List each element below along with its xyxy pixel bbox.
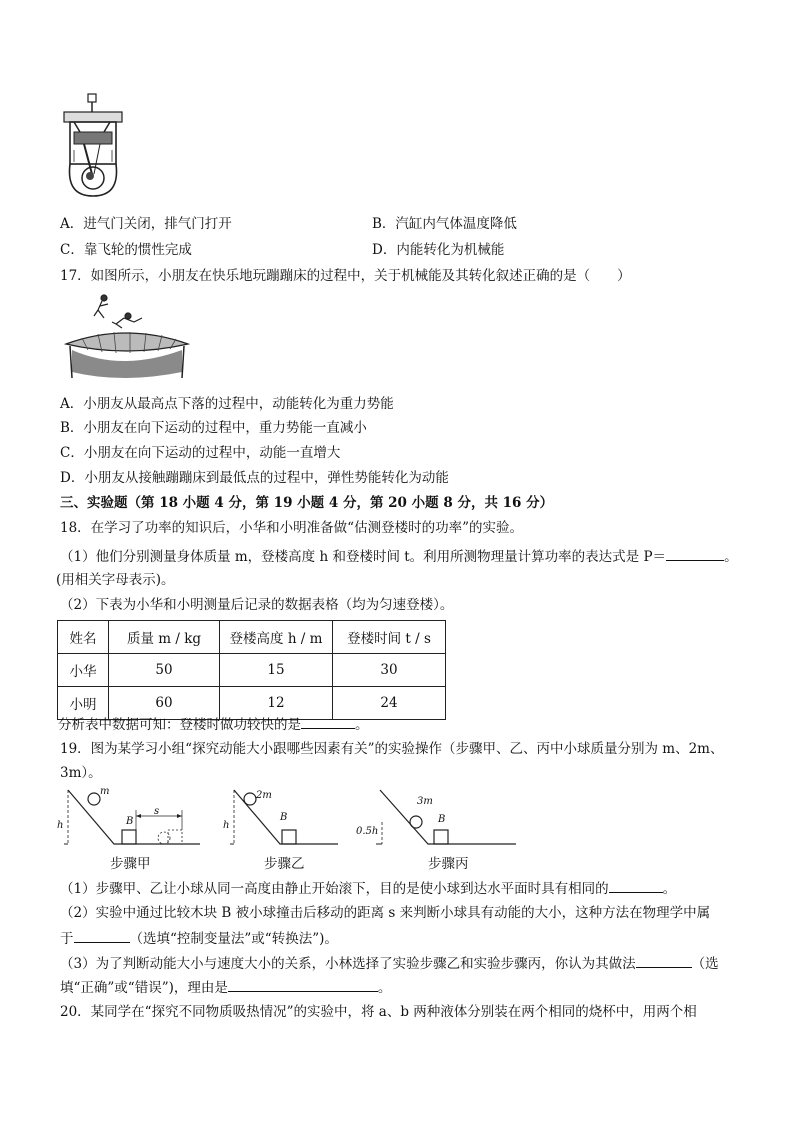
q19-part3-line1 (60, 953, 719, 974)
q18-part1-end: 。 (724, 549, 738, 565)
q19-part2-line2 (60, 928, 338, 949)
mass-label: m (100, 786, 110, 797)
q16-option-c: C．靠飞轮的惯性完成 (60, 242, 192, 258)
table-header: 质量 m / kg (109, 621, 220, 654)
table-header: 姓名 (58, 621, 109, 654)
q19-part1 (60, 878, 676, 899)
q17-option-b: B．小朋友在向下运动的过程中，重力势能一直减小 (60, 420, 367, 436)
answer-blank[interactable] (636, 953, 692, 968)
caption-jia: 步骤甲 (110, 856, 151, 872)
table-cell: 30 (333, 654, 446, 687)
q19-part2-post: （选填“控制变量法”或“转换法”)。 (129, 931, 338, 947)
table-cell: 50 (109, 654, 220, 687)
section-title: 三、实验题（第 18 小题 4 分，第 19 小题 4 分，第 20 小题 8 分，共 16 分） (60, 495, 554, 511)
table-cell: 24 (333, 687, 446, 720)
mass-label: 3m (417, 796, 433, 807)
q18-part1 (60, 546, 738, 567)
table-cell: 小明 (58, 687, 109, 720)
height-label: h (223, 820, 230, 831)
experiment-figure-jia (64, 786, 204, 848)
q19-part3-pre: （3）为了判断动能大小与速度大小的关系，小林选择了实验步骤乙和实验步骤丙，你认为其做法 (60, 956, 636, 972)
height-label: h (57, 820, 64, 831)
table-cell: 15 (220, 654, 333, 687)
q19-part2-line1: （2）实验中通过比较木块 B 被小球撞击后移动的距离 s 来判断小球具有动能的大小，这种方法在物理学中属 (60, 905, 711, 921)
q19-part3-line2-end: 。 (377, 980, 392, 996)
trampoline-illustration (62, 292, 192, 384)
q16-option-d: D．内能转化为机械能 (372, 242, 505, 258)
table-header: 登楼时间 t / s (333, 621, 446, 654)
answer-blank[interactable] (301, 714, 355, 729)
q19-stem-line2: 3m）。 (60, 765, 102, 781)
caption-bing: 步骤丙 (428, 856, 469, 872)
q16-option-b: B．汽缸内气体温度降低 (372, 216, 517, 232)
q18-analysis-end: 。 (355, 717, 369, 733)
table-header: 登楼高度 h / m (220, 621, 333, 654)
q17-option-a: A．小朋友从最高点下落的过程中，动能转化为重力势能 (60, 396, 394, 412)
answer-blank[interactable] (609, 878, 663, 893)
mass-label: 2m (256, 790, 272, 801)
block-label: B (438, 814, 446, 825)
engine-diagram (60, 92, 126, 200)
answer-blank[interactable] (228, 977, 378, 992)
q19-stem-line1: 19．图为某学习小组“探究动能大小跟哪些因素有关”的实验操作（步骤甲、乙、丙中小球质量分别为 m、2m、 (60, 741, 724, 757)
data-table (57, 620, 446, 720)
q20-stem: 20．某同学在“探究不同物质吸热情况”的实验中，将 a、b 两种液体分别装在两个相同的烧杯中，用两个相 (60, 1004, 697, 1020)
q19-part3-line2-pre: 填“正确”或“错误”)，理由是 (60, 980, 228, 996)
table-cell: 12 (220, 687, 333, 720)
q19-part1-end: 。 (662, 881, 677, 897)
caption-yi: 步骤乙 (264, 856, 305, 872)
distance-label: s (154, 806, 160, 817)
answer-blank[interactable] (666, 546, 724, 561)
q19-part3-post: （选 (691, 956, 719, 972)
q17-stem: 17．如图所示，小朋友在快乐地玩蹦蹦床的过程中，关于机械能及其转化叙述正确的是（ ） (60, 268, 631, 284)
q19-part2-pre: 于 (60, 931, 74, 947)
q17-option-d: D．小朋友从接触蹦蹦床到最低点的过程中，弹性势能转化为动能 (60, 470, 449, 486)
table-cell: 60 (109, 687, 220, 720)
height-label: 0.5h (356, 826, 379, 837)
q18-analysis (58, 714, 369, 735)
q18-part2: （2）下表为小华和小明测量后记录的数据表格（均为匀速登楼）。 (60, 597, 454, 613)
table-header-row (58, 621, 446, 654)
table-row (58, 654, 446, 687)
block-label: B (280, 812, 288, 823)
q19-part3-line2 (60, 977, 391, 998)
q18-stem: 18．在学习了功率的知识后，小华和小明准备做“估测登楼时的功率”的实验。 (60, 520, 523, 536)
q18-part1-note: (用相关字母表示)。 (56, 572, 175, 588)
block-label: B (126, 816, 134, 827)
q19-part1-text: （1）步骤甲、乙让小球从同一高度由静止开始滚下，目的是使小球到达水平面时具有相同的 (60, 881, 609, 897)
q16-option-a: A．进气门关闭，排气门打开 (60, 216, 232, 232)
q18-part1-text: （1）他们分别测量身体质量 m，登楼高度 h 和登楼时间 t。利用所测物理量计算功率的表达式是 P＝ (60, 549, 667, 565)
table-cell: 小华 (58, 654, 109, 687)
answer-blank[interactable] (74, 928, 130, 943)
q18-analysis-text: 分析表中数据可知：登楼时做功较快的是 (58, 717, 301, 733)
q17-option-c: C．小朋友在向下运动的过程中，动能一直增大 (60, 445, 341, 461)
